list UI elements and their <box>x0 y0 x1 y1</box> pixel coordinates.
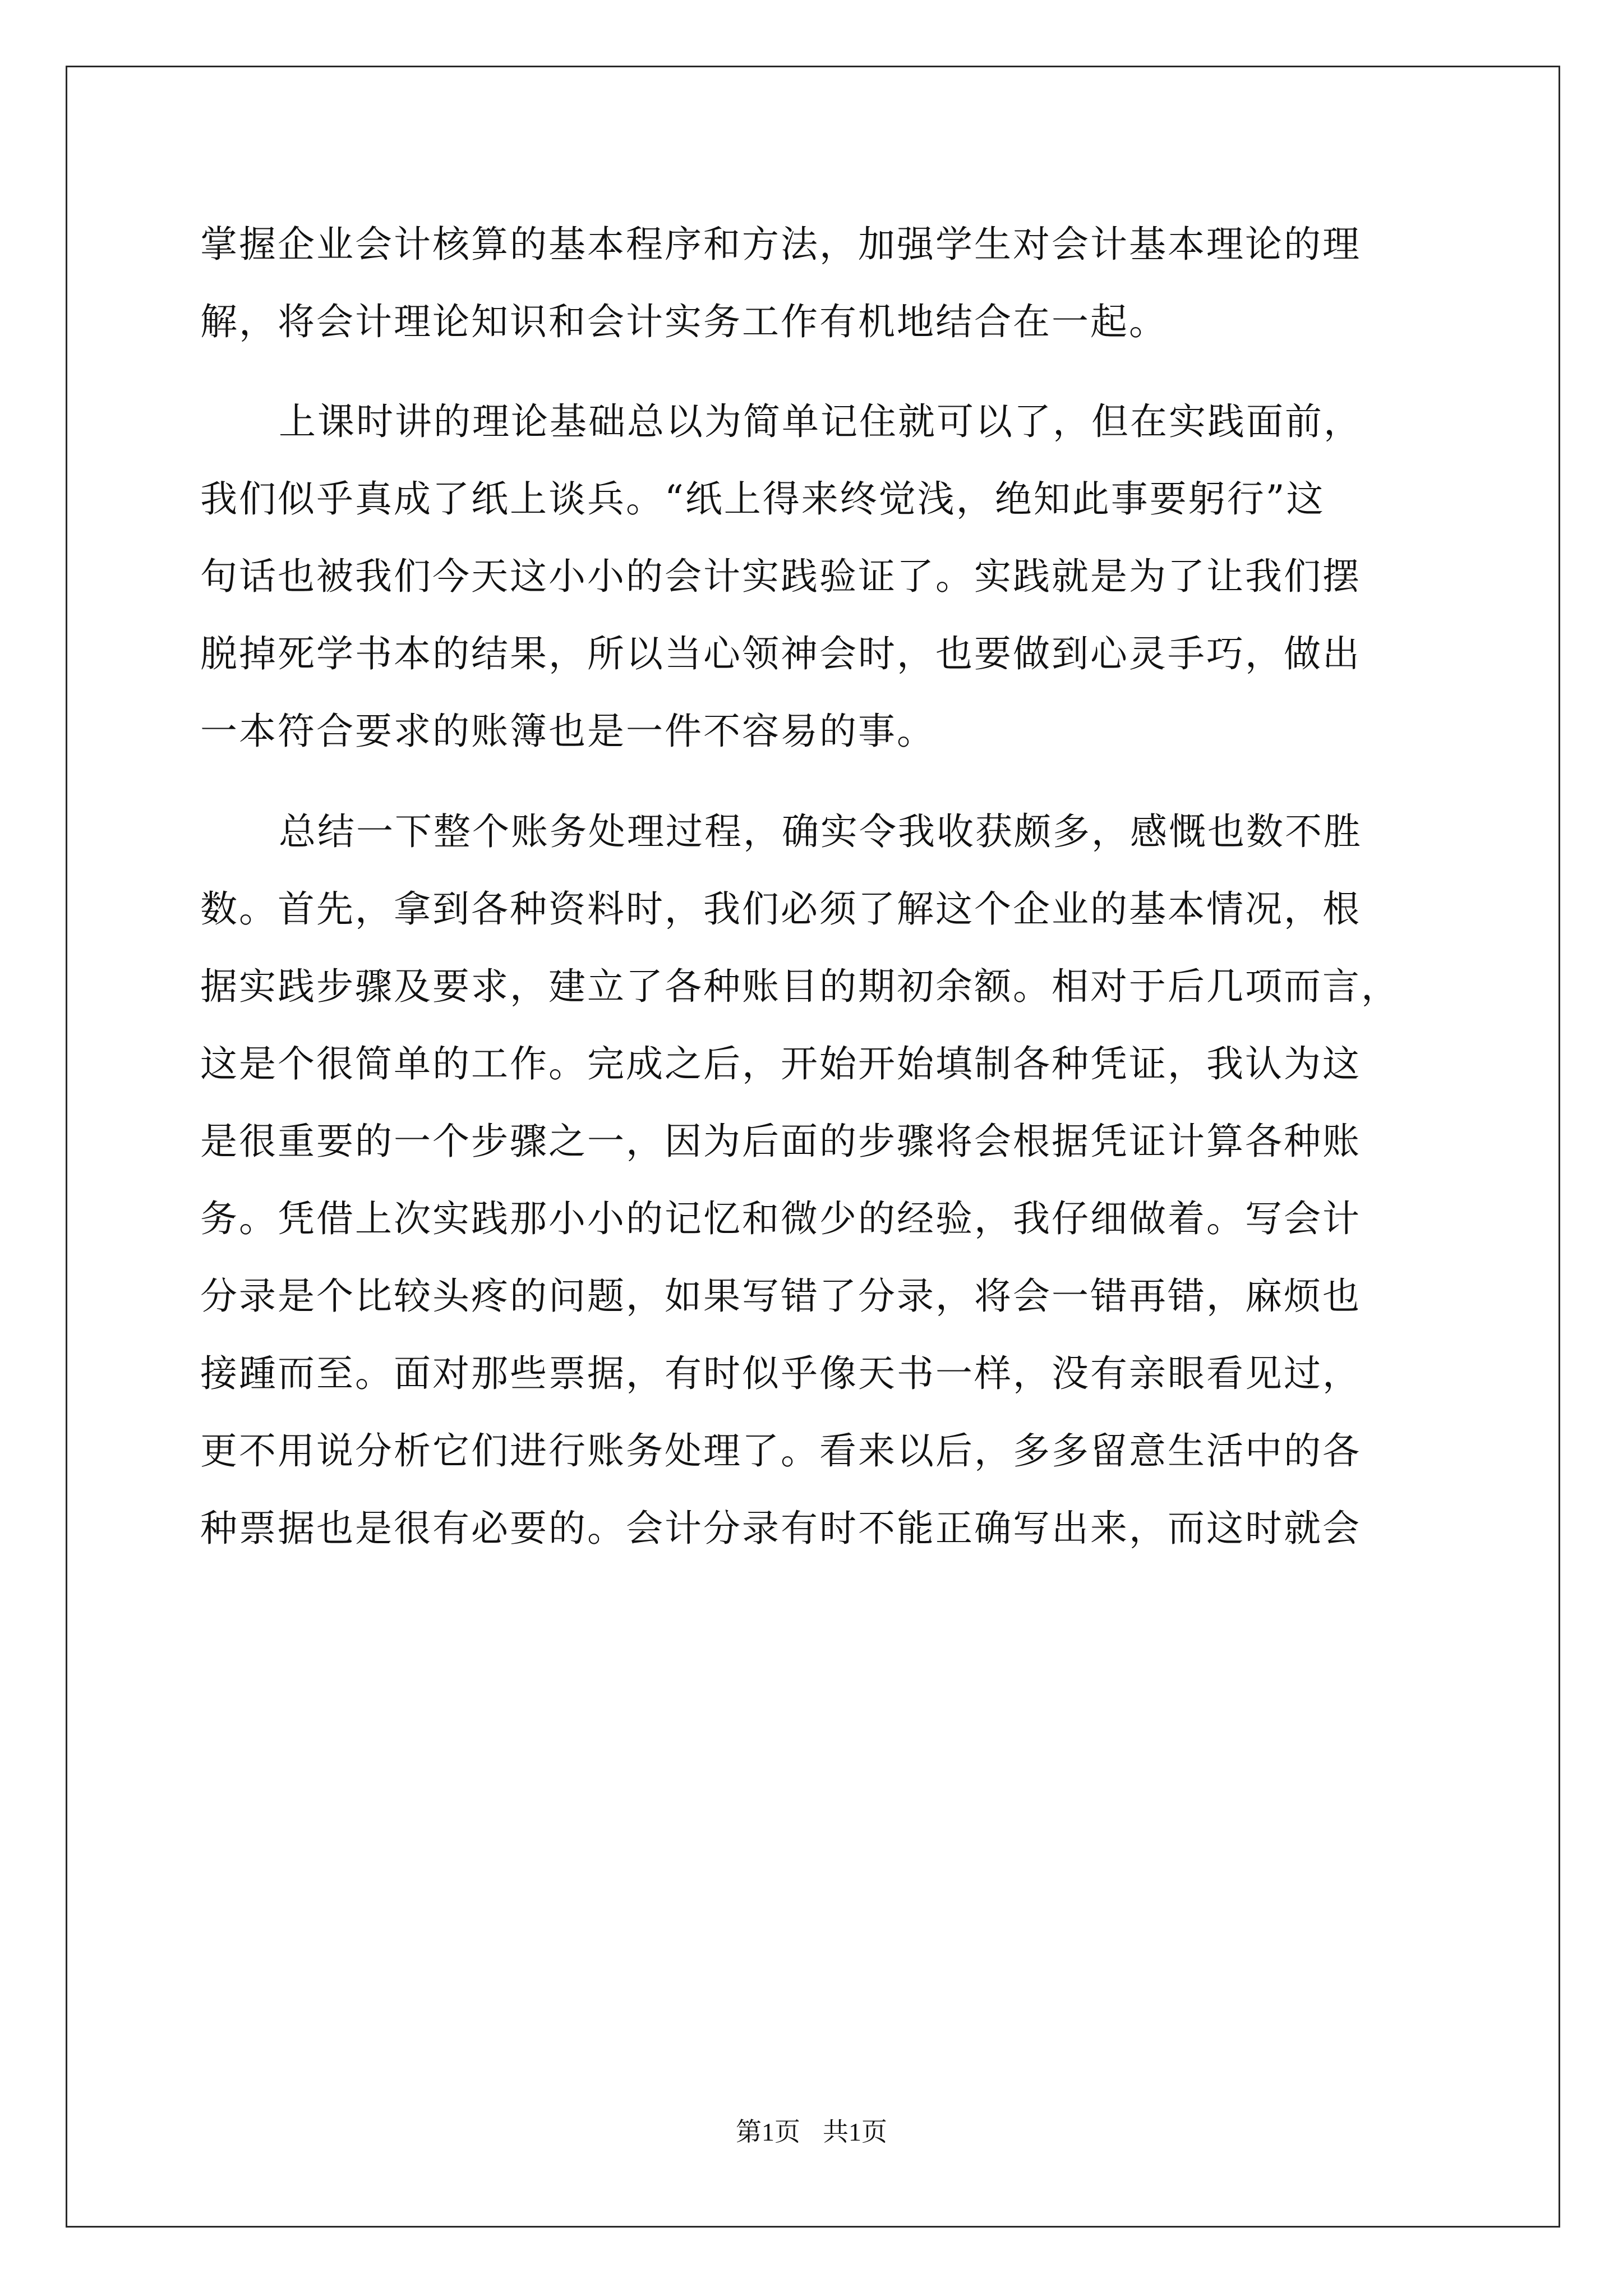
text-line: 总结一下整个账务处理过程，确实令我收获颇多，感慨也数不胜 <box>279 810 1362 853</box>
text-line: 分录是个比较头疼的问题，如果写错了分录，将会一错再错，麻烦也 <box>200 1274 1361 1318</box>
page-number: 第1页 <box>736 2118 800 2146</box>
text-line: 务。凭借上次实践那小小的记忆和微少的经验，我仔细做着。写会计 <box>200 1197 1361 1240</box>
text-line: 据实践步骤及要求，建立了各种账目的期初余额。相对于后几项而言， <box>200 965 1400 1008</box>
text-line: 句话也被我们今天这小小的会计实践验证了。实践就是为了让我们摆 <box>200 555 1361 598</box>
text-line: 更不用说分析它们进行账务处理了。看来以后，多多留意生活中的各 <box>200 1429 1361 1473</box>
text-line: 脱掉死学书本的结果，所以当心领神会时，也要做到心灵手巧，做出 <box>200 632 1361 675</box>
page-footer <box>0 2116 1623 2148</box>
text-line: 种票据也是很有必要的。会计分录有时不能正确写出来，而这时就会 <box>200 1507 1361 1550</box>
text-line: 一本符合要求的账簿也是一件不容易的事。 <box>200 710 935 753</box>
text-line: 上课时讲的理论基础总以为简单记住就可以了，但在实践面前， <box>279 400 1362 443</box>
text-line: 数。首先，拿到各种资料时，我们必须了解这个企业的基本情况，根 <box>200 887 1361 931</box>
text-line: 接踵而至。面对那些票据，有时似乎像天书一样，没有亲眼看见过， <box>200 1352 1361 1395</box>
text-line: 解，将会计理论知识和会计实务工作有机地结合在一起。 <box>200 300 1168 343</box>
text-line: 我们似乎真成了纸上谈兵。“纸上得来终觉浅，绝知此事要躬行”这 <box>200 477 1325 521</box>
text-line: 是很重要的一个步骤之一，因为后面的步骤将会根据凭证计算各种账 <box>200 1120 1361 1163</box>
page-total: 共1页 <box>823 2118 887 2146</box>
text-line: 这是个很简单的工作。完成之后，开始开始填制各种凭证，我认为这 <box>200 1042 1361 1085</box>
text-line: 掌握企业会计核算的基本程序和方法，加强学生对会计基本理论的理 <box>200 223 1361 266</box>
